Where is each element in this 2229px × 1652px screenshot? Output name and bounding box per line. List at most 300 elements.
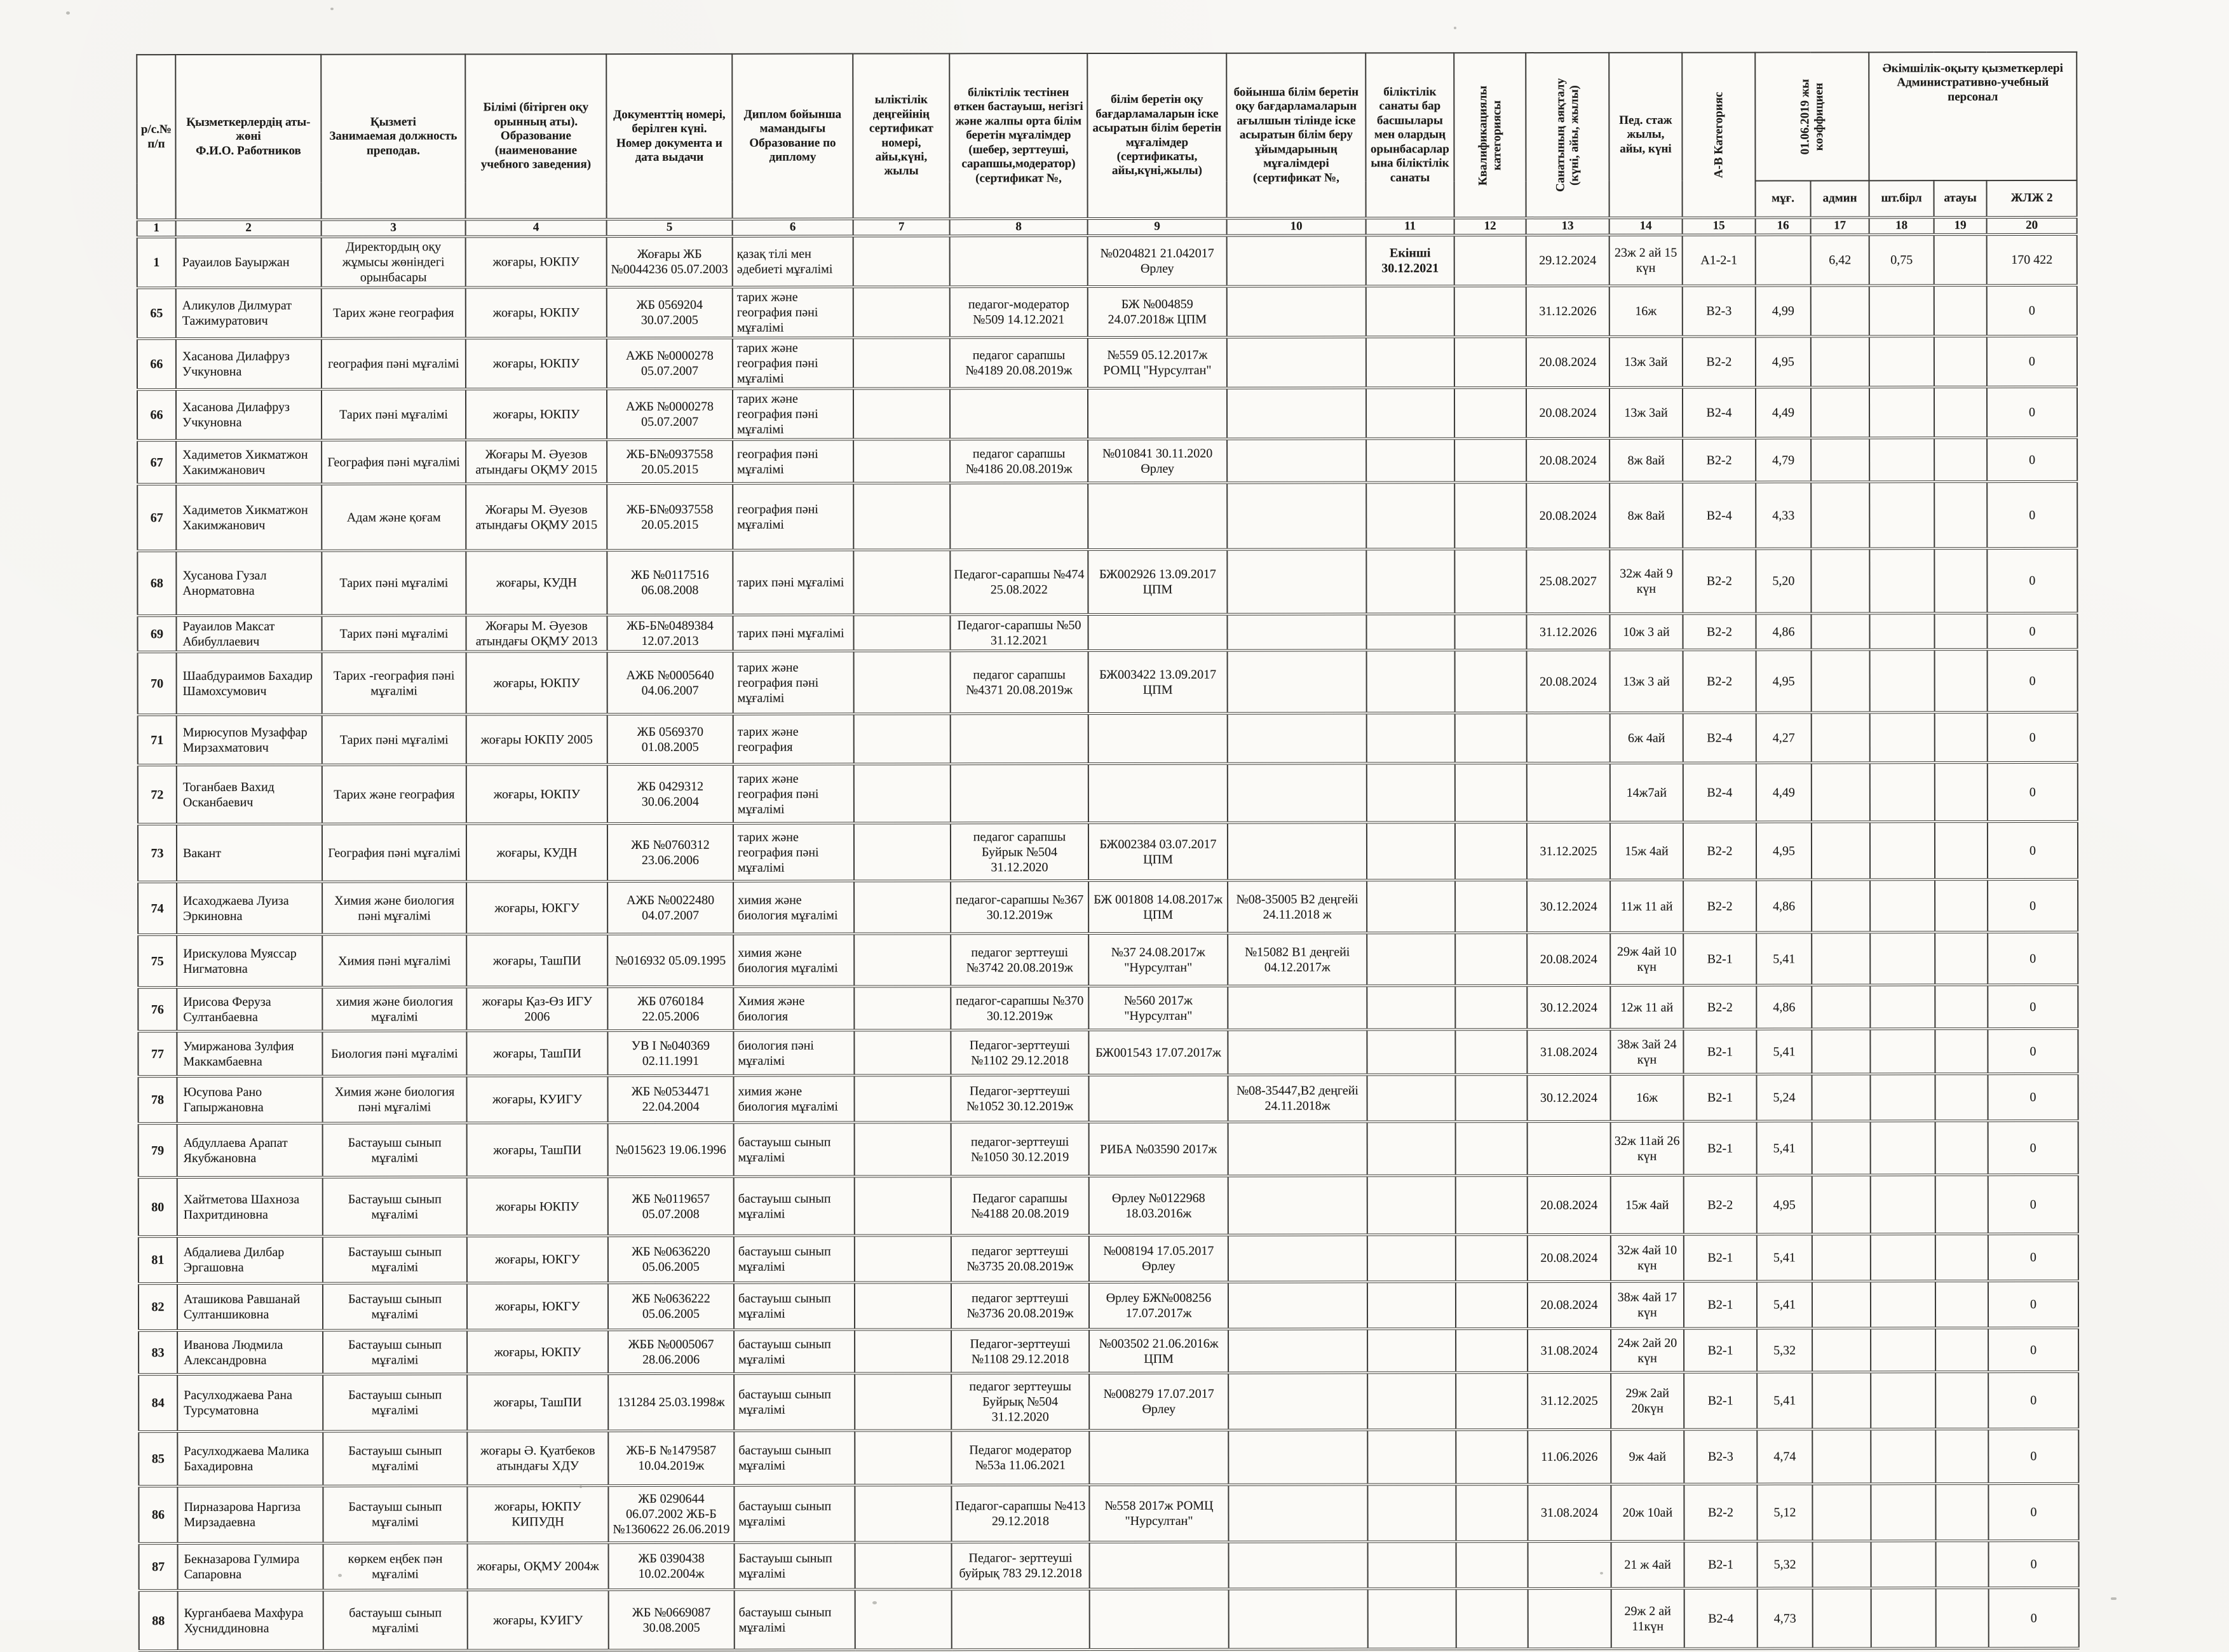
cell: Жоғары ЖБ №0044236 05.07.2003 bbox=[607, 236, 733, 287]
cell: 0 bbox=[1988, 762, 2078, 822]
cell: 84 bbox=[139, 1374, 177, 1432]
cell: 0 bbox=[1989, 1588, 2079, 1648]
cell: Шаабдураимов Бахадир Шамохсумович bbox=[177, 652, 322, 715]
cell bbox=[1811, 336, 1869, 387]
staff-table bbox=[136, 51, 2080, 1652]
cell: 29ж 4ай 10 күн bbox=[1610, 933, 1683, 985]
header-cell: ыліктілік деңгейінің сертификат номері, айы,күні, жылы bbox=[853, 53, 949, 219]
cell: В2-1 bbox=[1683, 1029, 1756, 1074]
cell: 80 bbox=[139, 1177, 177, 1236]
cell bbox=[1366, 337, 1454, 388]
cell bbox=[1870, 879, 1935, 932]
cell bbox=[1869, 548, 1934, 613]
cell bbox=[855, 1485, 951, 1542]
cell: жоғары, ТашПИ bbox=[466, 934, 607, 987]
cell: 85 bbox=[139, 1432, 177, 1486]
cell: УВ I №040369 02.11.1991 bbox=[607, 1031, 733, 1076]
cell bbox=[1528, 1121, 1611, 1175]
cell bbox=[950, 236, 1088, 287]
cell: бастауыш сынып мұғалімі bbox=[323, 1590, 468, 1650]
cell: педагог-зерттеуші №1050 30.12.2019 bbox=[951, 1122, 1089, 1176]
cell bbox=[1366, 482, 1454, 549]
column-number-cell: 12 bbox=[1454, 218, 1526, 235]
cell bbox=[1870, 649, 1935, 712]
cell bbox=[1367, 985, 1455, 1029]
cell bbox=[1935, 712, 1988, 762]
cell bbox=[1456, 1329, 1528, 1372]
cell: 0 bbox=[1988, 1281, 2078, 1328]
cell bbox=[1869, 482, 1934, 548]
cell: №015623 19.06.1996 bbox=[608, 1123, 734, 1177]
cell: В2-4 bbox=[1683, 388, 1756, 438]
cell bbox=[1367, 1372, 1456, 1430]
cell: Исаходжаева Луиза Эркиновна bbox=[177, 882, 322, 935]
cell: 66 bbox=[137, 339, 176, 389]
cell bbox=[1228, 822, 1367, 880]
header-cell-rotated-label: Квалификациялы категориясы bbox=[1475, 85, 1504, 186]
cell: 31.08.2024 bbox=[1528, 1329, 1611, 1372]
cell: 29ж 2ай 20күн bbox=[1611, 1372, 1684, 1430]
cell: 16ж bbox=[1609, 286, 1683, 337]
cell: Аташикова Равшанай Султаншиковна bbox=[177, 1283, 323, 1330]
cell bbox=[1229, 1541, 1368, 1588]
cell bbox=[1454, 482, 1526, 549]
cell bbox=[1227, 286, 1366, 337]
cell: Иванова Людмила Александровна bbox=[177, 1330, 323, 1374]
header-group-admin-staff: Әкімшілік-оқыту қызметкерлері Административно-учебный персонал bbox=[1869, 52, 2077, 180]
scan-speckle bbox=[579, 1486, 582, 1488]
cell: тарих пәні мұғалімі bbox=[733, 550, 853, 615]
cell bbox=[853, 614, 950, 651]
cell bbox=[1870, 985, 1935, 1029]
cell: химия және биология мұғалімі bbox=[733, 1076, 854, 1123]
cell bbox=[1366, 549, 1454, 614]
cell bbox=[1455, 933, 1527, 985]
cell: ЖБ 0569370 01.08.2005 bbox=[607, 714, 733, 764]
cell bbox=[1935, 1234, 1988, 1281]
cell bbox=[1871, 1121, 1935, 1175]
column-number-cell: 17 bbox=[1811, 217, 1869, 234]
cell: Рауаилов Бауыржан bbox=[176, 237, 322, 288]
cell bbox=[1935, 1074, 1988, 1121]
cell: Хусанова Гузал Анорматовна bbox=[176, 551, 322, 616]
header-cell bbox=[1682, 53, 1755, 218]
cell: ЖБ №0669087 30.08.2005 bbox=[609, 1590, 735, 1650]
cell bbox=[855, 1282, 951, 1329]
cell bbox=[1812, 1328, 1871, 1372]
cell bbox=[1871, 1372, 1935, 1429]
cell: бастауыш сынып мұғалімі bbox=[734, 1123, 855, 1177]
cell: бастауыш сынып мұғалімі bbox=[734, 1236, 855, 1283]
cell: 0 bbox=[1988, 649, 2078, 712]
cell bbox=[1367, 822, 1455, 880]
cell: педагог сарапшы №4371 20.08.2019ж bbox=[951, 651, 1088, 714]
cell: АЖБ №0000278 05.07.2007 bbox=[607, 338, 733, 389]
table-row bbox=[139, 1588, 2079, 1651]
cell: жоғары, КУДН bbox=[466, 823, 607, 881]
cell: 20.08.2024 bbox=[1526, 438, 1609, 482]
cell: Хадиметов Хикматжон Хакимжанович bbox=[176, 440, 322, 484]
column-number-cell: 5 bbox=[607, 219, 733, 236]
table-row bbox=[137, 234, 2077, 288]
cell bbox=[855, 1235, 951, 1282]
cell bbox=[1456, 1235, 1528, 1282]
cell: 68 bbox=[137, 551, 176, 616]
cell: ЖБ №0534471 22.04.2004 bbox=[607, 1076, 733, 1123]
cell: 20.08.2024 bbox=[1527, 650, 1610, 713]
cell bbox=[1811, 387, 1869, 438]
cell: 4,86 bbox=[1756, 613, 1811, 649]
cell: ЖБ 0290644 06.07.2002 ЖБ-Б №1360622 26.06.2019 bbox=[608, 1486, 734, 1543]
table-row bbox=[139, 1541, 2079, 1590]
table-row bbox=[137, 387, 2077, 440]
cell: 0 bbox=[1987, 482, 2077, 548]
cell: 32ж 11ай 26 күн bbox=[1611, 1121, 1684, 1175]
cell bbox=[1812, 1121, 1871, 1175]
cell bbox=[855, 1373, 951, 1430]
cell: 0 bbox=[1987, 387, 2077, 438]
cell: тарих пәні мұғалімі bbox=[733, 615, 853, 651]
cell: 30.12.2024 bbox=[1527, 985, 1610, 1029]
cell bbox=[1456, 1541, 1528, 1588]
table-row bbox=[138, 985, 2078, 1031]
cell bbox=[1090, 1589, 1229, 1649]
cell: Педагог- зерттеуші буйрық 783 29.12.2018 bbox=[952, 1542, 1090, 1589]
cell bbox=[1228, 713, 1367, 763]
cell: 82 bbox=[139, 1283, 177, 1330]
cell: педагог зерттеуші №3735 20.08.2019ж bbox=[951, 1235, 1089, 1282]
cell: В2-2 bbox=[1683, 614, 1756, 650]
cell: педагог сарапшы Буйрык №504 31.12.2020 bbox=[951, 823, 1088, 881]
cell: ЖБ-Б№0937558 20.05.2015 bbox=[607, 440, 733, 484]
cell bbox=[1812, 649, 1870, 712]
cell: 70 bbox=[138, 652, 177, 715]
cell bbox=[1812, 1175, 1871, 1234]
cell: 5,12 bbox=[1757, 1484, 1812, 1541]
cell: Өрлеу №0122968 18.03.2016ж bbox=[1089, 1176, 1228, 1235]
cell bbox=[1367, 1074, 1455, 1121]
cell: 4,95 bbox=[1756, 822, 1812, 879]
cell: 4,95 bbox=[1757, 1175, 1812, 1234]
cell: тарих және география bbox=[733, 714, 854, 764]
cell bbox=[853, 388, 950, 439]
cell: жоғары, ЮКГУ bbox=[466, 881, 607, 934]
cell bbox=[1811, 613, 1869, 649]
cell bbox=[854, 1075, 951, 1122]
column-number-cell: 14 bbox=[1609, 218, 1683, 235]
cell: 20.08.2024 bbox=[1528, 1175, 1611, 1235]
cell: 6ж 4ай bbox=[1610, 713, 1683, 763]
cell bbox=[1455, 985, 1527, 1029]
cell: ЖБ 0390438 10.02.2004ж bbox=[609, 1543, 735, 1590]
cell bbox=[1367, 1121, 1456, 1175]
cell: 0 bbox=[1988, 985, 2078, 1029]
table-row bbox=[139, 1175, 2078, 1236]
cell: 67 bbox=[137, 440, 176, 484]
header-cell: Қызметкерлердің аты- жөні Ф.И.О. Работников bbox=[175, 55, 321, 220]
cell: 30.12.2024 bbox=[1527, 1074, 1610, 1121]
cell: БЖ 001808 14.08.2017ж ЦПМ bbox=[1088, 881, 1228, 933]
cell: В2-1 bbox=[1684, 1235, 1757, 1282]
cell bbox=[1454, 438, 1526, 482]
cell: бастауыш сынып мұғалімі bbox=[735, 1590, 855, 1650]
cell: 29ж 2 ай 11күн bbox=[1611, 1588, 1684, 1649]
cell: ЖБ 0429312 30.06.2004 bbox=[607, 764, 733, 823]
cell: Жоғары М. Әуезов атындағы ОҚМУ 2015 bbox=[466, 484, 607, 550]
header-cell: Документтің номері, берілген күні. Номер документа и дата выдачи bbox=[606, 54, 732, 219]
cell: биология пәні мұғалімі bbox=[733, 1031, 854, 1076]
cell: В2-2 bbox=[1683, 822, 1756, 880]
cell bbox=[1227, 549, 1366, 614]
cell: 1 bbox=[137, 237, 176, 288]
cell: В2-1 bbox=[1683, 1074, 1756, 1121]
column-number-cell: 4 bbox=[466, 219, 607, 236]
header-cell: Диплом бойынша мамандығы Образование по диплому bbox=[732, 54, 853, 219]
cell: 4,73 bbox=[1758, 1588, 1813, 1648]
cell: 5,24 bbox=[1756, 1074, 1812, 1121]
cell: Биология пәні мұғалімі bbox=[322, 1031, 466, 1076]
cell: жоғары, ОҚМУ 2004ж bbox=[468, 1543, 609, 1590]
cell: В2-1 bbox=[1684, 1282, 1757, 1329]
cell: 10ж 3 ай bbox=[1609, 614, 1683, 650]
cell bbox=[1228, 1430, 1367, 1484]
cell: Бастауыш сынып мұғалімі bbox=[735, 1543, 855, 1590]
header-cell-rotated-label: А-В Категорияс bbox=[1711, 91, 1726, 178]
cell: жоғары, ТашПИ bbox=[467, 1374, 608, 1431]
cell: педагог зерттеушы Буйрық №504 31.12.2020 bbox=[951, 1373, 1089, 1430]
table-row bbox=[138, 822, 2078, 882]
cell: ЖБ-Б№0937558 20.05.2015 bbox=[607, 484, 733, 550]
table-row bbox=[138, 1029, 2078, 1076]
column-number-cell: 16 bbox=[1756, 217, 1811, 234]
cell: Аликулов Дилмурат Тажимуратович bbox=[176, 288, 322, 339]
table-row bbox=[139, 1484, 2078, 1543]
cell: химия және биология мұғалімі bbox=[733, 934, 854, 987]
cell: Расулходжаева Малика Бахадировна bbox=[177, 1432, 323, 1486]
cell: 72 bbox=[138, 765, 177, 824]
cell: Химия пәні мұғалімі bbox=[322, 934, 466, 987]
cell: химия және биология мұғалімі bbox=[322, 987, 466, 1031]
cell bbox=[853, 287, 950, 337]
cell: Бастауыш сынып мұғалімі bbox=[323, 1330, 467, 1374]
column-number-cell: 8 bbox=[950, 219, 1088, 236]
subheader-cell: ЖЛЖ 2 bbox=[1987, 180, 2077, 217]
cell: Тарих пәні мұғалімі bbox=[322, 389, 466, 440]
cell bbox=[1454, 235, 1526, 286]
cell bbox=[952, 1589, 1090, 1649]
cell: жоғары, ЮКГУ bbox=[467, 1236, 608, 1283]
cell bbox=[855, 1589, 952, 1649]
cell bbox=[1454, 549, 1526, 614]
cell: қазақ тілі мен әдебиеті мұғалімі bbox=[733, 236, 853, 287]
cell: тарих және география пәні мұғалімі bbox=[733, 764, 854, 823]
cell: ЖБ №0117516 06.08.2008 bbox=[607, 550, 733, 615]
table-row bbox=[137, 482, 2077, 551]
cell bbox=[1090, 1542, 1229, 1589]
cell bbox=[1366, 388, 1454, 438]
cell: В2-1 bbox=[1684, 1372, 1757, 1430]
cell bbox=[1455, 650, 1527, 713]
cell: 0 bbox=[1988, 1372, 2078, 1429]
cell bbox=[1455, 822, 1527, 880]
cell: Бастауыш сынып мұғалімі bbox=[323, 1236, 467, 1283]
table-row bbox=[139, 1234, 2078, 1283]
cell: жоғары Ә. Қуатбеков атындағы ХДУ bbox=[467, 1431, 608, 1486]
cell: В2-4 bbox=[1684, 1588, 1758, 1649]
cell bbox=[1367, 1175, 1456, 1235]
cell bbox=[1228, 1029, 1367, 1074]
column-number-cell: 7 bbox=[853, 219, 950, 236]
cell: 32ж 4ай 9 күн bbox=[1609, 549, 1683, 614]
cell: химия және биология мұғалімі bbox=[733, 881, 854, 934]
cell: 5,32 bbox=[1757, 1328, 1812, 1372]
cell: 6,42 bbox=[1811, 234, 1869, 285]
cell bbox=[1454, 337, 1526, 388]
header-cell: р/с.№ п/п bbox=[137, 55, 175, 220]
cell bbox=[1812, 1429, 1871, 1484]
header-group-coefficient bbox=[1755, 52, 1869, 180]
cell bbox=[1934, 285, 1987, 336]
cell bbox=[1812, 712, 1870, 762]
cell bbox=[1367, 933, 1455, 985]
cell: жоғары, КУИГУ bbox=[468, 1590, 609, 1650]
cell: Умиржанова Зулфия Маккамбаевна bbox=[177, 1031, 322, 1076]
cell bbox=[1812, 1372, 1871, 1429]
column-number-cell: 1 bbox=[137, 220, 176, 237]
cell: В2-2 bbox=[1683, 337, 1756, 388]
scan-speckle bbox=[66, 11, 70, 15]
cell bbox=[1935, 1372, 1988, 1429]
cell bbox=[1367, 880, 1455, 933]
cell: 71 bbox=[138, 715, 177, 765]
cell bbox=[1227, 388, 1366, 438]
scan-speckle bbox=[1600, 1572, 1603, 1574]
table-row bbox=[139, 1429, 2078, 1486]
cell: жоғары Қаз-Өз ИГУ 2006 bbox=[466, 987, 607, 1031]
cell: ЖБ-Б №1479587 10.04.2019ж bbox=[608, 1431, 734, 1486]
cell bbox=[855, 1430, 951, 1485]
cell bbox=[1367, 1430, 1456, 1484]
cell bbox=[1227, 438, 1366, 482]
cell: Тарих пәні мұғалімі bbox=[322, 550, 466, 615]
cell bbox=[1455, 1074, 1527, 1121]
header-cell bbox=[1454, 53, 1526, 218]
cell: жоғары, ТашПИ bbox=[467, 1123, 608, 1177]
cell: 67 bbox=[137, 484, 176, 551]
cell: Бастауыш сынып мұғалімі bbox=[323, 1431, 467, 1486]
cell: В2-3 bbox=[1684, 1430, 1757, 1484]
table-row bbox=[138, 1074, 2078, 1123]
cell bbox=[1228, 1282, 1367, 1329]
cell bbox=[1455, 763, 1527, 822]
cell bbox=[853, 337, 950, 388]
cell: Рауаилов Максат Абибуллаевич bbox=[176, 616, 322, 652]
header-group-coefficient-label: 01.06.2019 жы коэффициен bbox=[1798, 79, 1826, 154]
cell: 4,49 bbox=[1756, 387, 1811, 438]
table-row bbox=[137, 336, 2077, 389]
cell: Мирюсупов Музаффар Мирзахматович bbox=[177, 715, 322, 765]
scan-speckle bbox=[1454, 27, 1456, 29]
cell bbox=[853, 439, 950, 483]
table-row bbox=[139, 1372, 2078, 1432]
cell bbox=[1869, 387, 1934, 438]
cell: Тарих пәні мұғалімі bbox=[322, 615, 466, 651]
cell: Тарих пәні мұғалімі bbox=[322, 714, 466, 764]
cell: 8ж 8ай bbox=[1609, 482, 1683, 549]
cell bbox=[1527, 763, 1610, 822]
header-cell: Білімі (бітірген оқу орынның аты). Образование (наименование учебного заведения) bbox=[465, 54, 606, 219]
cell bbox=[1871, 1281, 1935, 1328]
cell: 25.08.2027 bbox=[1526, 549, 1609, 614]
column-number-cell: 10 bbox=[1227, 218, 1366, 235]
cell: Пирназарова Наргиза Мирзадаевна bbox=[177, 1486, 323, 1543]
cell bbox=[853, 483, 950, 550]
cell: педагог-сарапшы №370 30.12.2019ж bbox=[951, 986, 1088, 1030]
cell: №0204821 21.042017 Өрлеу bbox=[1088, 236, 1227, 287]
cell: Екінші 30.12.2021 bbox=[1366, 235, 1454, 286]
cell bbox=[1870, 1029, 1935, 1074]
cell bbox=[1812, 932, 1870, 985]
cell: Жоғары М. Әуезов атындағы ОҚМУ 2015 bbox=[466, 440, 607, 484]
cell: ЖБ №0636220 05.06.2005 bbox=[608, 1236, 734, 1283]
cell: Бастауыш сынып мұғалімі bbox=[323, 1283, 467, 1330]
table-row bbox=[137, 285, 2077, 339]
cell: 5,41 bbox=[1757, 1234, 1812, 1281]
cell: 12ж 11 ай bbox=[1610, 985, 1683, 1029]
cell: БЖ003422 13.09.2017 ЦПМ bbox=[1088, 651, 1228, 714]
cell bbox=[1812, 879, 1870, 932]
cell: 0 bbox=[1988, 712, 2078, 762]
cell bbox=[1228, 985, 1367, 1029]
cell: Бастауыш сынып мұғалімі bbox=[323, 1486, 467, 1543]
cell: 14ж7ай bbox=[1610, 763, 1683, 822]
cell bbox=[1870, 822, 1935, 879]
cell: ЖБ 0760184 22.05.2006 bbox=[607, 987, 733, 1031]
cell bbox=[853, 550, 950, 614]
cell: 31.08.2024 bbox=[1527, 1029, 1610, 1074]
column-number-cell: 3 bbox=[322, 219, 466, 236]
cell: 0 bbox=[1988, 1484, 2078, 1541]
cell: 0 bbox=[1988, 1234, 2078, 1281]
cell bbox=[1455, 1029, 1527, 1074]
header-cell: Пед. стаж жылы, айы, күні bbox=[1609, 53, 1682, 218]
cell: 5,41 bbox=[1757, 1281, 1812, 1328]
cell: 4,27 bbox=[1756, 712, 1812, 762]
cell bbox=[1869, 285, 1934, 336]
cell: жоғары, КУИГУ bbox=[466, 1076, 607, 1123]
cell: 0 bbox=[1987, 613, 2077, 649]
cell: Химия және биология bbox=[733, 987, 854, 1031]
cell: БЖ №004859 24.07.2018ж ЦПМ bbox=[1088, 287, 1227, 337]
cell: жоғары ЮКПУ bbox=[467, 1177, 608, 1236]
cell bbox=[855, 1329, 951, 1373]
cell bbox=[1936, 1588, 1989, 1648]
cell bbox=[1871, 1541, 1936, 1588]
cell bbox=[950, 388, 1088, 439]
cell: Химия және биология пәні мұғалімі bbox=[322, 1076, 466, 1123]
cell: ЖБ-Б№0489384 12.07.2013 bbox=[607, 615, 733, 651]
cell: 0 bbox=[1987, 548, 2077, 613]
cell bbox=[1811, 438, 1869, 482]
cell: 20.08.2024 bbox=[1528, 1235, 1611, 1282]
table-row bbox=[139, 1121, 2078, 1177]
cell bbox=[1454, 614, 1526, 650]
cell: 86 bbox=[139, 1486, 177, 1543]
header-cell-rotated-label: Санатының аяқталу (күні, айы, жылы) bbox=[1553, 78, 1582, 193]
table-row bbox=[138, 762, 2078, 824]
cell: 11ж 11 ай bbox=[1610, 880, 1683, 933]
cell: 87 bbox=[139, 1543, 178, 1590]
